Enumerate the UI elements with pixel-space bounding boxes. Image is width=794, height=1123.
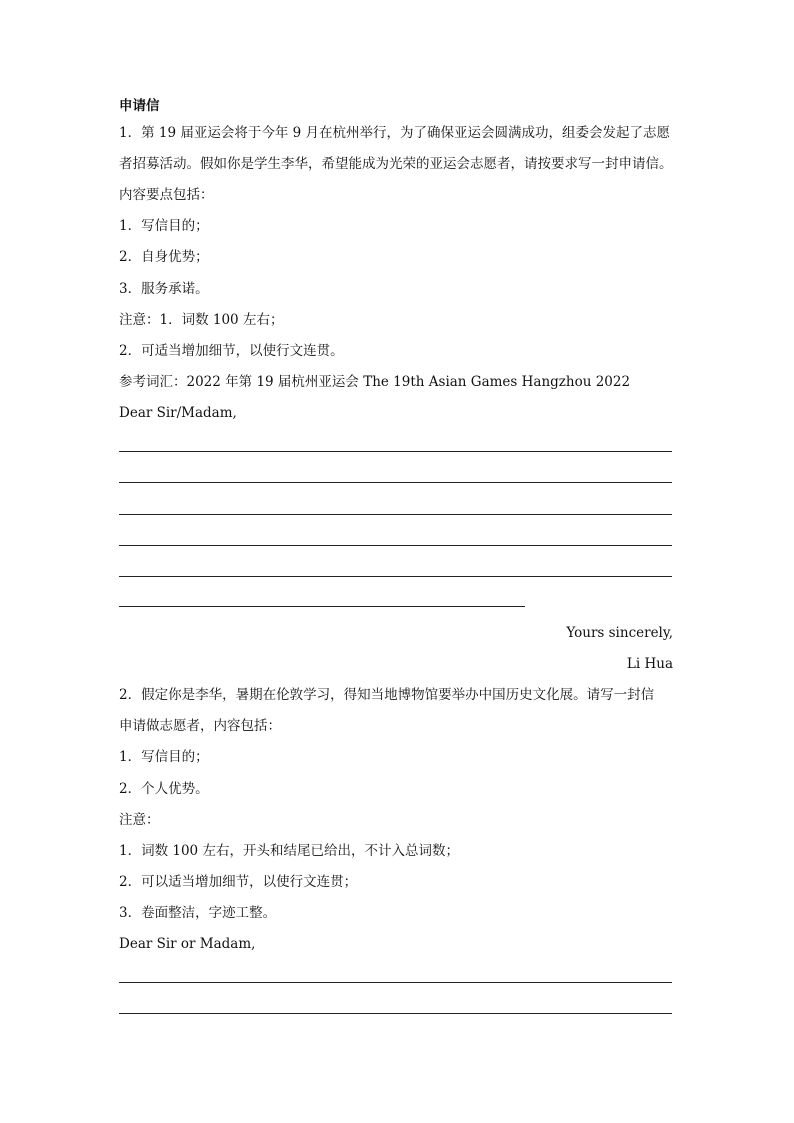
q2-line-8: 3．卷面整洁，字迹工整。 [119, 905, 277, 921]
q2-line-4: 2．个人优势。 [119, 781, 209, 797]
answer-line[interactable] [119, 514, 672, 515]
q2-line-7: 2．可以适当增加细节，以使行文连贯； [119, 874, 358, 890]
q1-greeting: Dear Sir/Madam, [119, 405, 237, 421]
q1-line-3: 内容要点包括： [119, 187, 214, 203]
q1-line-8: 2．可适当增加细节，以使行文连贯。 [119, 343, 344, 359]
q1-line-1: 1．第 19 届亚运会将于今年 9 月在杭州举行，为了确保亚运会圆满成功，组委会发起了志愿 [119, 125, 671, 141]
q2-line-3: 1．写信目的； [119, 749, 209, 765]
answer-line[interactable] [119, 451, 672, 452]
answer-line[interactable] [119, 1013, 672, 1014]
q1-line-2: 者招募活动。假如你是学生李华，希望能成为光荣的亚运会志愿者，请按要求写一封申请信。 [119, 156, 673, 172]
q1-line-7: 注意：1．词数 100 左右； [119, 312, 284, 328]
q2-line-1: 2．假定你是李华，暑期在伦敦学习，得知当地博物馆要举办中国历史文化展。请写一封信 [119, 687, 655, 703]
q2-greeting: Dear Sir or Madam, [119, 936, 256, 952]
answer-line[interactable] [119, 545, 672, 546]
answer-line[interactable] [119, 576, 672, 577]
q1-closing: Yours sincerely, [566, 625, 673, 641]
q2-line-2: 申请做志愿者，内容包括： [119, 718, 281, 734]
q1-line-6: 3．服务承诺。 [119, 281, 209, 297]
answer-line[interactable] [119, 482, 672, 483]
answer-line[interactable] [119, 982, 672, 983]
q1-signature: Li Hua [626, 656, 673, 672]
section-title: 申请信 [119, 98, 160, 114]
q1-line-5: 2．自身优势； [119, 249, 209, 265]
answer-line[interactable] [119, 606, 525, 607]
q1-line-4: 1．写信目的； [119, 218, 209, 234]
q1-line-9: 参考词汇：2022 年第 19 届杭州亚运会 The 19th Asian Games Hangzhou 2022 [119, 374, 631, 390]
q2-line-5: 注意： [119, 812, 160, 828]
q2-line-6: 1．词数 100 左右，开头和结尾已给出，不计入总词数； [119, 843, 459, 859]
